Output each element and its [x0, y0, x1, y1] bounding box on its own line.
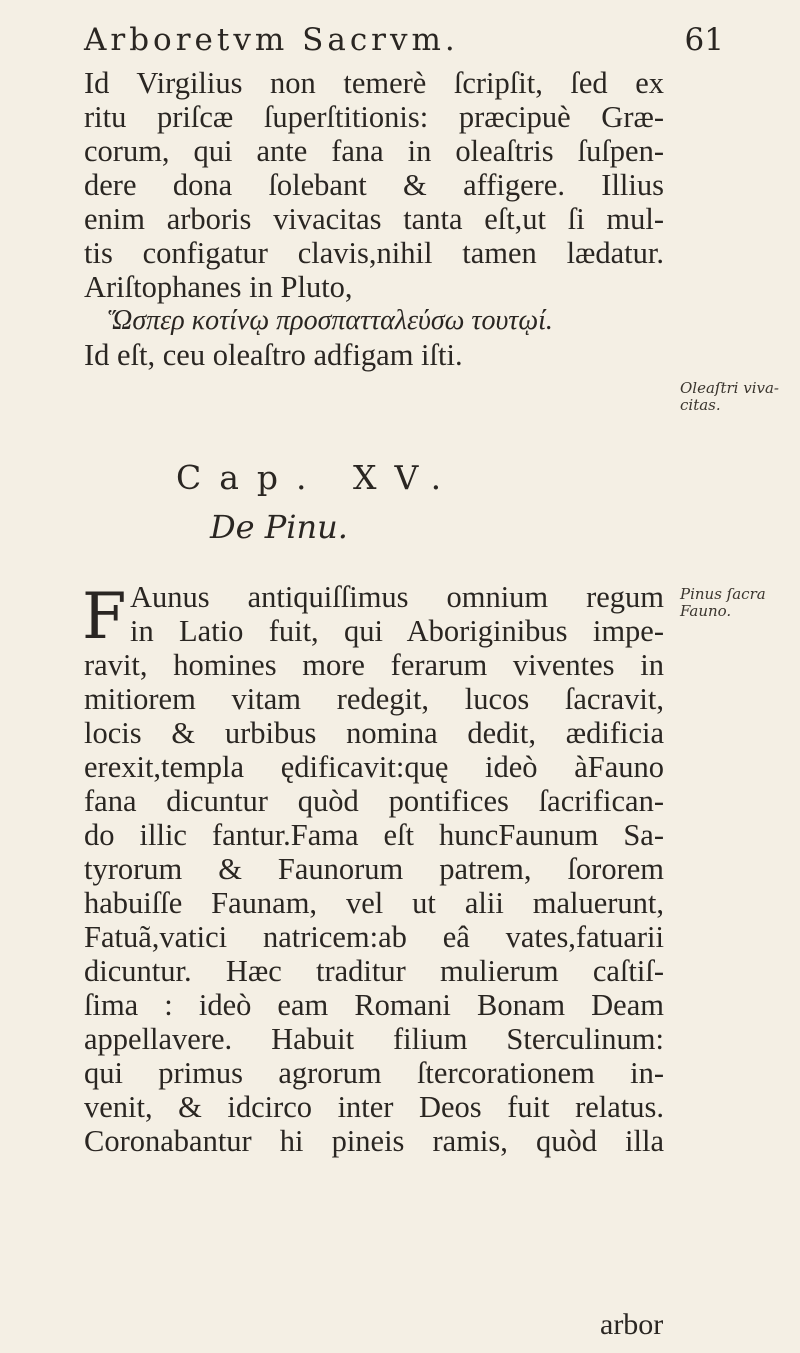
text-line: mitiorem vitam redegit, lucos ſacravit,: [84, 682, 664, 716]
paragraph-pine: [84, 580, 664, 1158]
catchword: arbor: [600, 1308, 664, 1341]
margin-note-line: Pinus ſacra: [680, 585, 766, 603]
text-line: ravit, homines more ferarum viventes in: [84, 648, 664, 682]
text-line: Coronabantur hi pineis ramis, quòd illa: [84, 1124, 664, 1158]
margin-note-pine: [680, 586, 766, 620]
paragraph-oleaster: [84, 66, 664, 372]
page-number: 61: [684, 22, 724, 58]
text-line: dere dona ſolebant & affigere. Illius: [84, 168, 664, 202]
text-line: Id Virgilius non temerè ſcripſit, ſed ex: [84, 66, 664, 100]
text-line: Ariſtophanes in Pluto,: [84, 270, 353, 304]
margin-note-line: Fauno.: [680, 602, 732, 620]
running-head-title: Arboretvm Sacrvm.: [84, 22, 459, 58]
text-line: habuiſſe Faunam, vel ut alii maluerunt,: [84, 886, 664, 920]
chapter-heading: Cap. XV.: [176, 458, 460, 497]
text-line: tis configatur clavis,nihil tamen lædatur.: [84, 236, 664, 270]
text-line: enim arboris vivacitas tanta eſt,ut ſi mul-: [84, 202, 664, 236]
chapter-title: De Pinu.: [210, 508, 348, 546]
margin-note-line: citas.: [680, 396, 721, 414]
text-line: Fatuã,vatici natricem:ab eâ vates,fatuarii: [84, 920, 664, 954]
running-head: [84, 22, 724, 58]
text-line: ſima : ideò eam Romani Bonam Deam: [84, 988, 664, 1022]
text-line: appellavere. Habuit filium Sterculinum:: [84, 1022, 664, 1056]
text-line: qui primus agrorum ſtercorationem in-: [84, 1056, 664, 1090]
text-line: fana dicuntur quòd pontifices ſacrifican-: [84, 784, 664, 818]
text-line: ritu priſcæ ſuperſtitionis: præcipuè Græ-: [84, 100, 664, 134]
greek-quotation: Ὥσπερ κοτίνῳ προσπατταλεύσω τουτῳί.: [108, 305, 553, 336]
margin-note-line: Oleaſtri viva-: [680, 379, 779, 397]
text-line: erexit,templa ędificavit:quę ideò àFauno: [84, 750, 664, 784]
text-line: do illic fantur.Fama eſt huncFaunum Sa-: [84, 818, 664, 852]
text-line: dicuntur. Hæc traditur mulierum caſtiſ-: [84, 954, 664, 988]
initial-letter: F: [82, 580, 127, 654]
margin-note-oleaster: [680, 380, 779, 414]
text-line: in Latio fuit, qui Aboriginibus impe-: [130, 614, 664, 648]
translation-line: Id eſt, ceu oleaſtro adfigam iſti.: [84, 338, 463, 372]
text-line: locis & urbibus nomina dedit, ædificia: [84, 716, 664, 750]
text-line: corum, qui ante fana in oleaſtris ſuſpen-: [84, 134, 664, 168]
text-line: venit, & idcirco inter Deos fuit relatus.: [84, 1090, 664, 1124]
text-line: tyrorum & Faunorum patrem, ſororem: [84, 852, 664, 886]
text-line: Aunus antiquiſſimus omnium regum: [130, 580, 664, 614]
